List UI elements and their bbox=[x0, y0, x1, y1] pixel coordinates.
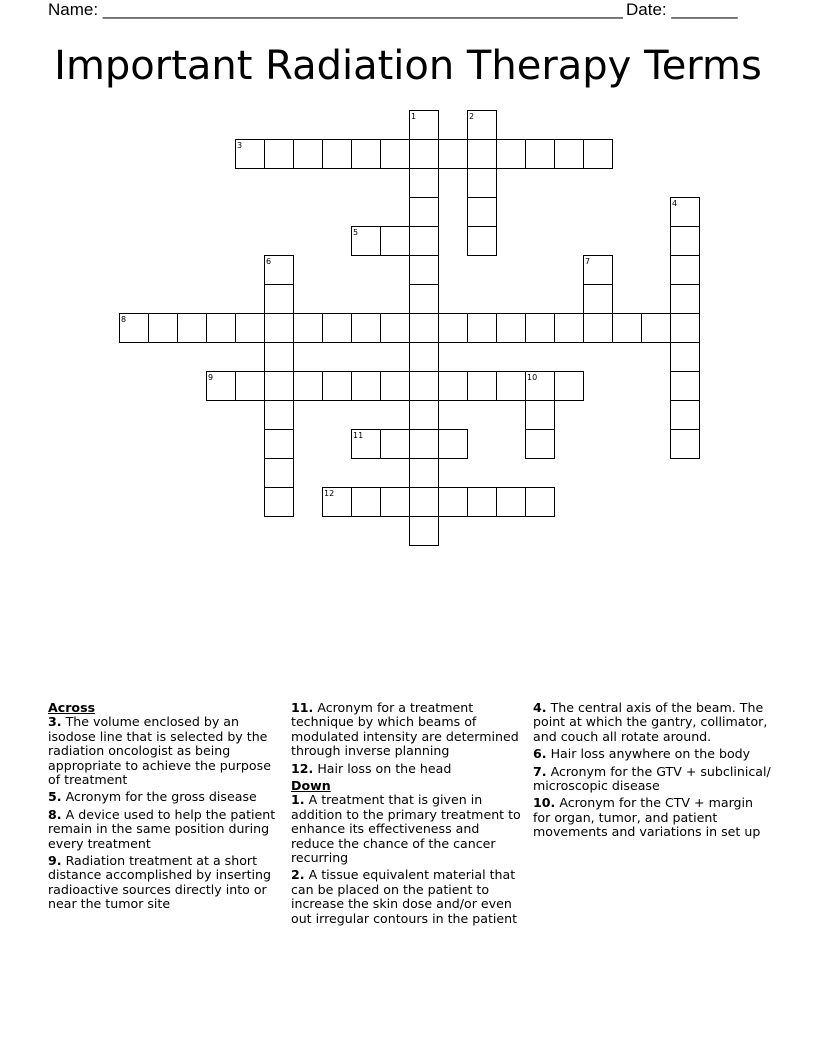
clue-text: The volume enclosed by an isodose line that is selected by the radiation oncologist as being appropriate to achieve the purpose of treatment bbox=[48, 714, 271, 788]
grid-cell[interactable] bbox=[264, 429, 294, 459]
grid-cell[interactable] bbox=[670, 400, 700, 430]
clue-across-5 bbox=[48, 790, 283, 804]
grid-cell[interactable] bbox=[322, 371, 352, 401]
clue-number-label: 6 bbox=[266, 257, 272, 266]
grid-cell[interactable] bbox=[351, 487, 381, 517]
grid-cell[interactable] bbox=[409, 400, 439, 430]
grid-cell[interactable] bbox=[380, 313, 410, 343]
grid-cell[interactable] bbox=[525, 313, 555, 343]
grid-cell[interactable] bbox=[438, 371, 468, 401]
clue-text: The central axis of the beam. The point at which the gantry, collimator, and couch all rotate around. bbox=[533, 700, 768, 744]
clue-across-8 bbox=[48, 808, 283, 851]
grid-cell[interactable] bbox=[264, 400, 294, 430]
clue-number-label: 11 bbox=[353, 431, 364, 440]
name-field-label: Name: _______________________________________________________ bbox=[48, 0, 623, 19]
clues-column-3 bbox=[533, 701, 773, 843]
clue-text: Acronym for a treatment technique by which beams of modulated intensity are determined through inverse planning bbox=[291, 700, 519, 759]
clue-down-2 bbox=[291, 868, 521, 926]
grid-cell[interactable] bbox=[467, 487, 497, 517]
clue-text: A tissue equivalent material that can be placed on the patient to increase the skin dose and/or even out irregular contours in the patient bbox=[291, 867, 518, 926]
grid-cell[interactable] bbox=[583, 284, 613, 314]
clues-column-1 bbox=[48, 701, 283, 915]
grid-cell[interactable] bbox=[409, 255, 439, 285]
grid-cell[interactable] bbox=[235, 371, 265, 401]
grid-cell[interactable] bbox=[206, 313, 236, 343]
clue-across-11 bbox=[291, 701, 521, 759]
clue-text: Acronym for the gross disease bbox=[65, 789, 257, 805]
grid-cell[interactable] bbox=[496, 371, 526, 401]
grid-cell[interactable] bbox=[438, 313, 468, 343]
down-heading: Down bbox=[291, 778, 331, 794]
grid-cell[interactable] bbox=[380, 429, 410, 459]
grid-cell[interactable] bbox=[525, 139, 555, 169]
grid-cell[interactable] bbox=[409, 284, 439, 314]
clue-number: 4. bbox=[533, 700, 547, 715]
clue-text: Hair loss anywhere on the body bbox=[550, 746, 751, 762]
grid-cell[interactable] bbox=[583, 313, 613, 343]
clue-across-3 bbox=[48, 715, 283, 787]
grid-cell[interactable] bbox=[177, 313, 207, 343]
grid-cell[interactable] bbox=[467, 313, 497, 343]
grid-cell[interactable] bbox=[438, 487, 468, 517]
grid-cell[interactable] bbox=[380, 487, 410, 517]
clue-text: Radiation treatment at a short distance accomplished by inserting radioactive sources directly into or near the tumor site bbox=[48, 853, 272, 912]
grid-cell[interactable] bbox=[409, 487, 439, 517]
clue-number-label: 5 bbox=[353, 228, 359, 237]
clue-number: 1. bbox=[291, 792, 305, 808]
grid-cell[interactable] bbox=[525, 429, 555, 459]
clue-text: A treatment that is given in addition to the primary treatment to enhance its effectiveness and reduce the chance of the cancer recurring bbox=[291, 792, 521, 866]
clue-down-10 bbox=[533, 796, 773, 839]
clue-number-label: 9 bbox=[208, 373, 214, 382]
grid-cell[interactable] bbox=[351, 313, 381, 343]
clue-across-9 bbox=[48, 854, 283, 912]
grid-cell[interactable] bbox=[380, 139, 410, 169]
grid-cell[interactable] bbox=[351, 139, 381, 169]
grid-cell[interactable] bbox=[409, 197, 439, 227]
grid-cell[interactable] bbox=[525, 400, 555, 430]
grid-cell[interactable] bbox=[467, 168, 497, 198]
clue-number: 6. bbox=[533, 746, 547, 762]
grid-cell[interactable] bbox=[467, 139, 497, 169]
grid-cell[interactable] bbox=[496, 139, 526, 169]
grid-cell[interactable] bbox=[409, 371, 439, 401]
grid-cell[interactable] bbox=[438, 429, 468, 459]
grid-cell[interactable] bbox=[670, 284, 700, 314]
grid-cell[interactable] bbox=[670, 342, 700, 372]
grid-cell[interactable] bbox=[409, 168, 439, 198]
clue-number-label: 10 bbox=[527, 373, 538, 382]
grid-cell[interactable] bbox=[641, 313, 671, 343]
clue-text: Acronym for the CTV + margin for organ, tumor, and patient movements and variations in set up bbox=[533, 795, 761, 840]
clue-number: 2. bbox=[291, 867, 305, 883]
clue-across-12 bbox=[291, 762, 521, 776]
grid-cell[interactable] bbox=[264, 284, 294, 314]
grid-cell[interactable] bbox=[467, 371, 497, 401]
grid-cell[interactable] bbox=[467, 226, 497, 256]
grid-cell[interactable] bbox=[438, 139, 468, 169]
grid-cell[interactable] bbox=[235, 313, 265, 343]
grid-cell[interactable] bbox=[409, 226, 439, 256]
grid-cell[interactable] bbox=[409, 313, 439, 343]
clue-number-label: 12 bbox=[324, 489, 335, 498]
grid-cell[interactable] bbox=[264, 487, 294, 517]
grid-cell[interactable] bbox=[380, 226, 410, 256]
grid-cell[interactable] bbox=[670, 371, 700, 401]
grid-cell[interactable] bbox=[351, 371, 381, 401]
clue-number-label: 8 bbox=[121, 315, 127, 324]
clue-number: 10. bbox=[533, 795, 556, 811]
date-field-label: Date: _______ bbox=[626, 0, 738, 19]
clue-number: 8. bbox=[48, 806, 62, 822]
grid-cell[interactable] bbox=[264, 371, 294, 401]
clue-number: 9. bbox=[48, 853, 62, 869]
across-heading: Across bbox=[48, 700, 96, 715]
grid-cell[interactable] bbox=[496, 487, 526, 517]
clue-number-label: 7 bbox=[585, 257, 591, 266]
grid-cell[interactable] bbox=[554, 313, 584, 343]
clue-down-6 bbox=[533, 747, 773, 761]
grid-cell[interactable] bbox=[264, 342, 294, 372]
page-title: Important Radiation Therapy Terms bbox=[54, 43, 762, 89]
grid-cell[interactable] bbox=[612, 313, 642, 343]
clue-number: 7. bbox=[533, 763, 547, 779]
clue-text: Acronym for the GTV + subclinical/ microscopic disease bbox=[533, 763, 771, 794]
grid-cell[interactable] bbox=[670, 255, 700, 285]
grid-cell[interactable] bbox=[409, 516, 439, 546]
clue-down-4 bbox=[533, 701, 773, 744]
grid-cell[interactable] bbox=[322, 313, 352, 343]
clue-number-label: 2 bbox=[469, 112, 475, 121]
grid-cell[interactable] bbox=[467, 197, 497, 227]
clue-number: 5. bbox=[48, 789, 62, 805]
grid-cell[interactable] bbox=[293, 313, 323, 343]
grid-cell[interactable] bbox=[148, 313, 178, 343]
grid-cell[interactable] bbox=[264, 139, 294, 169]
grid-cell[interactable] bbox=[264, 458, 294, 488]
grid-cell[interactable] bbox=[554, 371, 584, 401]
grid-cell[interactable] bbox=[670, 226, 700, 256]
clue-number-label: 4 bbox=[672, 199, 678, 208]
grid-cell[interactable] bbox=[409, 429, 439, 459]
clue-text: Hair loss on the head bbox=[317, 760, 452, 776]
grid-cell[interactable] bbox=[409, 139, 439, 169]
clue-number: 3. bbox=[48, 714, 62, 730]
clue-down-7 bbox=[533, 765, 773, 794]
grid-cell[interactable] bbox=[409, 342, 439, 372]
grid-cell[interactable] bbox=[264, 313, 294, 343]
grid-cell[interactable] bbox=[525, 487, 555, 517]
grid-cell[interactable] bbox=[670, 313, 700, 343]
grid-cell[interactable] bbox=[322, 139, 352, 169]
clue-text: A device used to help the patient remain in the same position during every treatment bbox=[48, 806, 276, 851]
grid-cell[interactable] bbox=[293, 139, 323, 169]
clues-column-2 bbox=[291, 701, 521, 929]
clue-number: 12. bbox=[291, 760, 314, 776]
clue-number-label: 1 bbox=[411, 112, 417, 121]
grid-cell[interactable] bbox=[409, 458, 439, 488]
clue-number-label: 3 bbox=[237, 141, 243, 150]
grid-cell[interactable] bbox=[496, 313, 526, 343]
grid-cell[interactable] bbox=[670, 429, 700, 459]
clue-number: 11. bbox=[291, 700, 314, 715]
grid-cell[interactable] bbox=[380, 371, 410, 401]
clue-down-1 bbox=[291, 793, 521, 865]
grid-cell[interactable] bbox=[293, 371, 323, 401]
grid-cell[interactable] bbox=[583, 139, 613, 169]
grid-cell[interactable] bbox=[554, 139, 584, 169]
